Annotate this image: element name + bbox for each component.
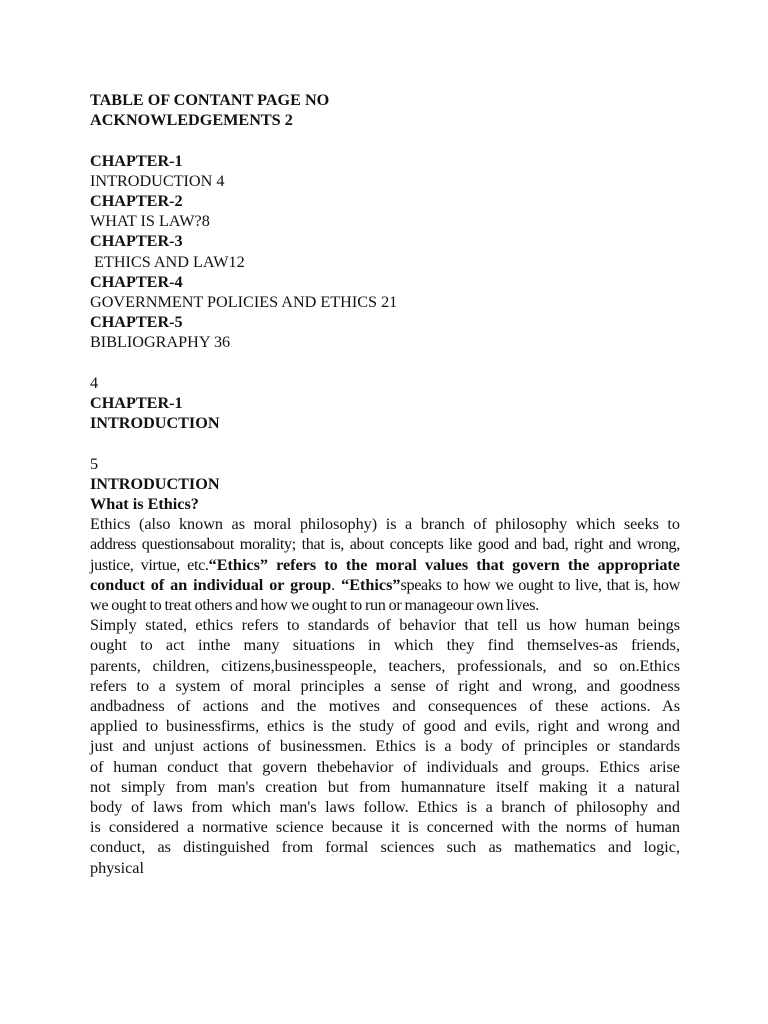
toc-chapter-title: WHAT IS LAW?8	[90, 212, 210, 231]
bold-text-run: “Ethics”	[341, 575, 401, 594]
toc-acknowledgements: ACKNOWLEDGEMENTS 2	[90, 111, 293, 130]
toc-chapter-label: CHAPTER-2	[90, 192, 183, 210]
paragraph-line: refers to a system of moral principles a sense of right and wrong, and goodness	[90, 676, 680, 695]
text-run: speaks to how we ought to live, that is, how	[400, 575, 681, 594]
paragraph-line: is considered a normative science because it is concerned with the norms of human	[90, 818, 680, 837]
paragraph-simply-stated	[90, 615, 680, 878]
page-number: 4	[90, 373, 99, 392]
paragraph-line: applied to businessfirms, ethics is the study of good and evils, right and wrong and	[90, 717, 680, 736]
toc-chapter-label: CHAPTER-4	[90, 272, 183, 291]
paragraph-line: body of laws from which man's laws follow. Ethics is a branch of philosophy and	[90, 798, 680, 817]
paragraph-line: just and unjust actions of businessmen. Ethics is a body of principles or standards	[90, 737, 680, 756]
bold-text-run: conduct of an individual or group	[90, 575, 332, 594]
paragraph-line: parents, children, citizens,businesspeople, teachers, professionals, and so on.Ethics	[90, 656, 680, 675]
toc-chapter-label: CHAPTER-3	[90, 232, 183, 251]
bold-text-run: “Ethics” refers to the moral values that govern the appropriate	[208, 555, 680, 574]
section-subtitle: What is Ethics?	[90, 495, 199, 514]
toc-chapter-label: CHAPTER-5	[90, 313, 183, 332]
toc-chapter-title: INTRODUCTION 4	[90, 171, 225, 190]
toc-heading: TABLE OF CONTANT PAGE NO	[90, 91, 330, 109]
toc-chapter-title: GOVERNMENT POLICIES AND ETHICS 21	[90, 293, 398, 312]
toc-chapter-label: CHAPTER-1	[90, 151, 183, 170]
paragraph-line: conduct, as distinguished from formal sciences such as mathematics and logic,	[90, 838, 680, 857]
paragraph-what-is-ethics	[90, 514, 680, 615]
paragraph-line: of human conduct that govern thebehavior of individuals and groups. Ethics arise	[90, 757, 680, 776]
paragraph-line	[90, 555, 680, 575]
toc-chapter-title: BIBLIOGRAPHY 36	[90, 333, 231, 352]
paragraph-line: not simply from man's creation but from humannature itself making it a natural	[90, 777, 680, 796]
text-run: justice, virtue, etc.	[90, 555, 209, 574]
paragraph-line	[90, 575, 680, 595]
chapter-title: INTRODUCTION	[90, 414, 220, 433]
paragraph-line: physical	[90, 858, 144, 877]
chapter-heading: CHAPTER-1	[90, 394, 183, 413]
spacer	[90, 130, 680, 150]
paragraph-line: ought to act inthe many situations in which they find themselves-as friends,	[90, 636, 680, 655]
paragraph-line: address questionsabout morality; that is, about concepts like good and bad, right and wrong,	[90, 535, 680, 554]
document-page	[90, 90, 680, 878]
text-run: .	[331, 575, 342, 594]
toc-chapter-title: ETHICS AND LAW12	[90, 252, 245, 271]
page-number: 5	[90, 454, 99, 473]
spacer	[90, 353, 680, 373]
paragraph-line: andbadness of actions and the motives and consequences of these actions. As	[90, 697, 680, 716]
paragraph-line: we ought to treat others and how we ought to run or manageour own lives.	[90, 596, 539, 615]
paragraph-line: Simply stated, ethics refers to standards of behavior that tell us how human beings	[90, 616, 680, 635]
paragraph-line: Ethics (also known as moral philosophy) is a branch of philosophy which seeks to	[90, 515, 680, 534]
spacer	[90, 433, 680, 453]
section-title: INTRODUCTION	[90, 474, 220, 493]
